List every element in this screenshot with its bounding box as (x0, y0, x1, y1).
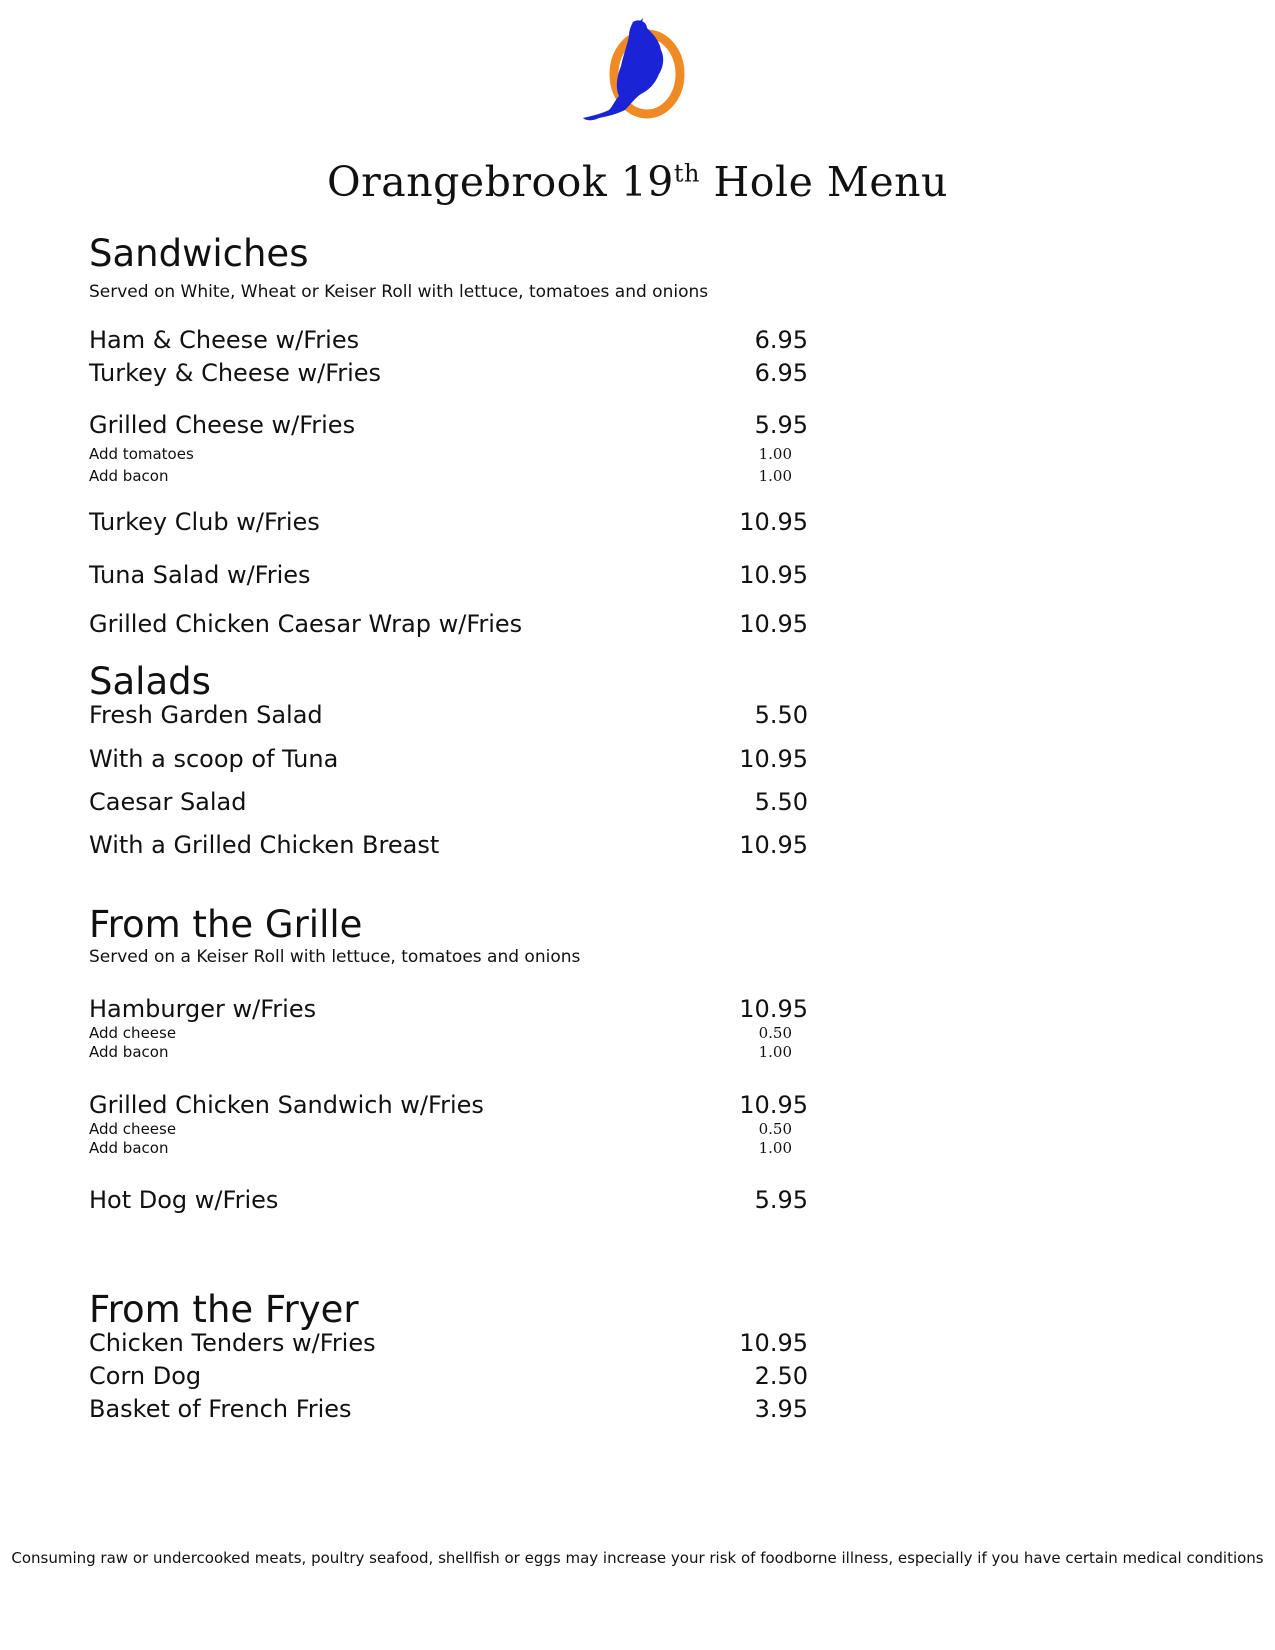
menu-item-price: 10.95 (739, 561, 808, 589)
menu-item-price: 10.95 (739, 831, 808, 859)
menu-item-price: 5.50 (754, 701, 808, 729)
orangebrook-bird-logo-icon (581, 14, 701, 126)
addon-name: Add bacon (89, 467, 169, 485)
menu-item-price: 5.95 (754, 411, 808, 439)
menu-item-price: 10.95 (739, 1091, 808, 1119)
menu-item-price: 10.95 (739, 995, 808, 1023)
section-heading-fryer: From the Fryer (89, 1288, 359, 1331)
menu-item-name: Grilled Chicken Caesar Wrap w/Fries (89, 610, 523, 638)
menu-item-price: 5.95 (754, 1186, 808, 1214)
menu-item-name: Grilled Cheese w/Fries (89, 411, 356, 439)
addon-name: Add tomatoes (89, 445, 194, 463)
menu-item-name: Fresh Garden Salad (89, 701, 323, 729)
section-note-grille: Served on a Keiser Roll with lettuce, tomatoes and onions (89, 947, 581, 967)
menu-item-name: Chicken Tenders w/Fries (89, 1329, 376, 1357)
section-heading-salads: Salads (89, 660, 211, 703)
addon-price: 1.00 (758, 1043, 792, 1061)
addon-price: 1.00 (758, 445, 792, 463)
menu-item-name: Corn Dog (89, 1362, 202, 1390)
menu-item-price: 3.95 (754, 1395, 808, 1423)
menu-item-name: Tuna Salad w/Fries (89, 561, 311, 589)
section-note-sandwiches: Served on White, Wheat or Keiser Roll with lettuce, tomatoes and onions (89, 282, 709, 302)
addon-price: 1.00 (758, 1139, 792, 1157)
menu-item-name: Caesar Salad (89, 788, 247, 816)
menu-item-name: Grilled Chicken Sandwich w/Fries (89, 1091, 484, 1119)
menu-item-name: With a Grilled Chicken Breast (89, 831, 440, 859)
title-main: Orangebrook 19 (327, 158, 674, 206)
addon-price: 0.50 (758, 1120, 792, 1138)
page-title (0, 158, 1275, 206)
menu-item-price: 6.95 (754, 359, 808, 387)
menu-item-name: Turkey & Cheese w/Fries (89, 359, 382, 387)
menu-item-name: Ham & Cheese w/Fries (89, 326, 360, 354)
title-superscript: th (673, 159, 700, 188)
menu-item-name: With a scoop of Tuna (89, 745, 339, 773)
menu-item-price: 10.95 (739, 508, 808, 536)
addon-price: 1.00 (758, 467, 792, 485)
food-safety-disclaimer: Consuming raw or undercooked meats, poultry seafood, shellfish or eggs may increase your risk of foodborne illness, especially if you have certain medical conditions (11, 1549, 1264, 1567)
title-tail: Hole Menu (700, 158, 948, 206)
addon-name: Add cheese (89, 1024, 177, 1042)
addon-name: Add bacon (89, 1043, 169, 1061)
menu-item-price: 10.95 (739, 1329, 808, 1357)
section-heading-sandwiches: Sandwiches (89, 232, 309, 275)
addon-name: Add cheese (89, 1120, 177, 1138)
section-heading-grille: From the Grille (89, 903, 363, 946)
menu-item-name: Hot Dog w/Fries (89, 1186, 279, 1214)
addon-name: Add bacon (89, 1139, 169, 1157)
menu-item-name: Turkey Club w/Fries (89, 508, 320, 536)
addon-price: 0.50 (758, 1024, 792, 1042)
menu-item-name: Basket of French Fries (89, 1395, 352, 1423)
menu-item-price: 2.50 (754, 1362, 808, 1390)
menu-item-price: 5.50 (754, 788, 808, 816)
menu-item-name: Hamburger w/Fries (89, 995, 317, 1023)
menu-item-price: 10.95 (739, 745, 808, 773)
menu-item-price: 10.95 (739, 610, 808, 638)
menu-item-price: 6.95 (754, 326, 808, 354)
